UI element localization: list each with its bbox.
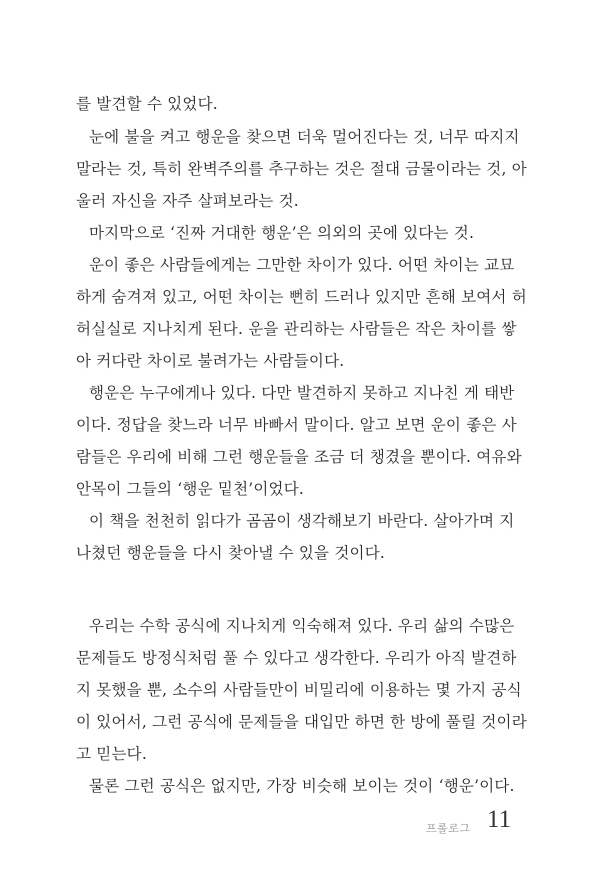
text-line: 나쳤던 행운들을 다시 찾아낼 수 있을 것이다. [76,544,386,562]
text-line: 이 책을 천천히 읽다가 곰곰이 생각해보기 바란다. 살아가며 지 [89,512,515,530]
text-line: 운이 좋은 사람들에게는 그만한 차이가 있다. 어떤 차이는 교묘 [89,256,515,274]
text-line: 울러 자신을 자주 살펴보라는 것. [76,192,299,210]
text-line: 물론 그런 공식은 없지만, 가장 비슷해 보이는 것이 ‘행운’이다. [89,777,515,795]
page-number: 11 [487,806,512,833]
text-line: 이다. 정답을 찾느라 너무 바빠서 말이다. 알고 보면 운이 좋은 사 [76,416,517,434]
text-line: 문제들도 방정식처럼 풀 수 있다고 생각한다. 우리가 아직 발견하 [76,649,517,667]
text-line: 를 발견할 수 있었다. [76,95,218,113]
text-line: 고 믿는다. [76,745,147,763]
text-line: 안목이 그들의 ‘행운 밑천’이었다. [76,480,305,498]
text-line: 말라는 것, 특히 완벽주의를 추구하는 것은 절대 금물이라는 것, 아 [76,160,527,178]
text-line: 마지막으로 ‘진짜 거대한 행운’은 의외의 곳에 있다는 것. [89,224,475,242]
text-line: 우리는 수학 공식에 지나치게 익숙해져 있다. 우리 삶의 수많은 [89,617,515,635]
text-line: 람들은 우리에 비해 그런 행운들을 조금 더 챙겼을 뿐이다. 여유와 [76,448,522,466]
text-line: 허실실로 지나치게 된다. 운을 관리하는 사람들은 작은 차이를 쌓 [76,320,517,338]
text-line: 하게 숨겨져 있고, 어떤 차이는 뻔히 드러나 있지만 흔해 보여서 허 [76,288,527,306]
text-line: 이 있어서, 그런 공식에 문제들을 대입만 하면 한 방에 풀릴 것이라 [76,713,527,731]
running-footer-section: 프롤로그 [426,822,471,835]
text-line: 지 못했을 뿐, 소수의 사람들만이 비밀리에 이용하는 몇 가지 공식 [76,681,522,699]
text-line: 행운은 누구에게나 있다. 다만 발견하지 못하고 지나친 게 태반 [89,384,515,402]
text-line: 눈에 불을 켜고 행운을 찾으면 더욱 멀어진다는 것, 너무 따지지 [89,128,520,146]
text-line: 아 커다란 차이로 불려가는 사람들이다. [76,352,345,370]
